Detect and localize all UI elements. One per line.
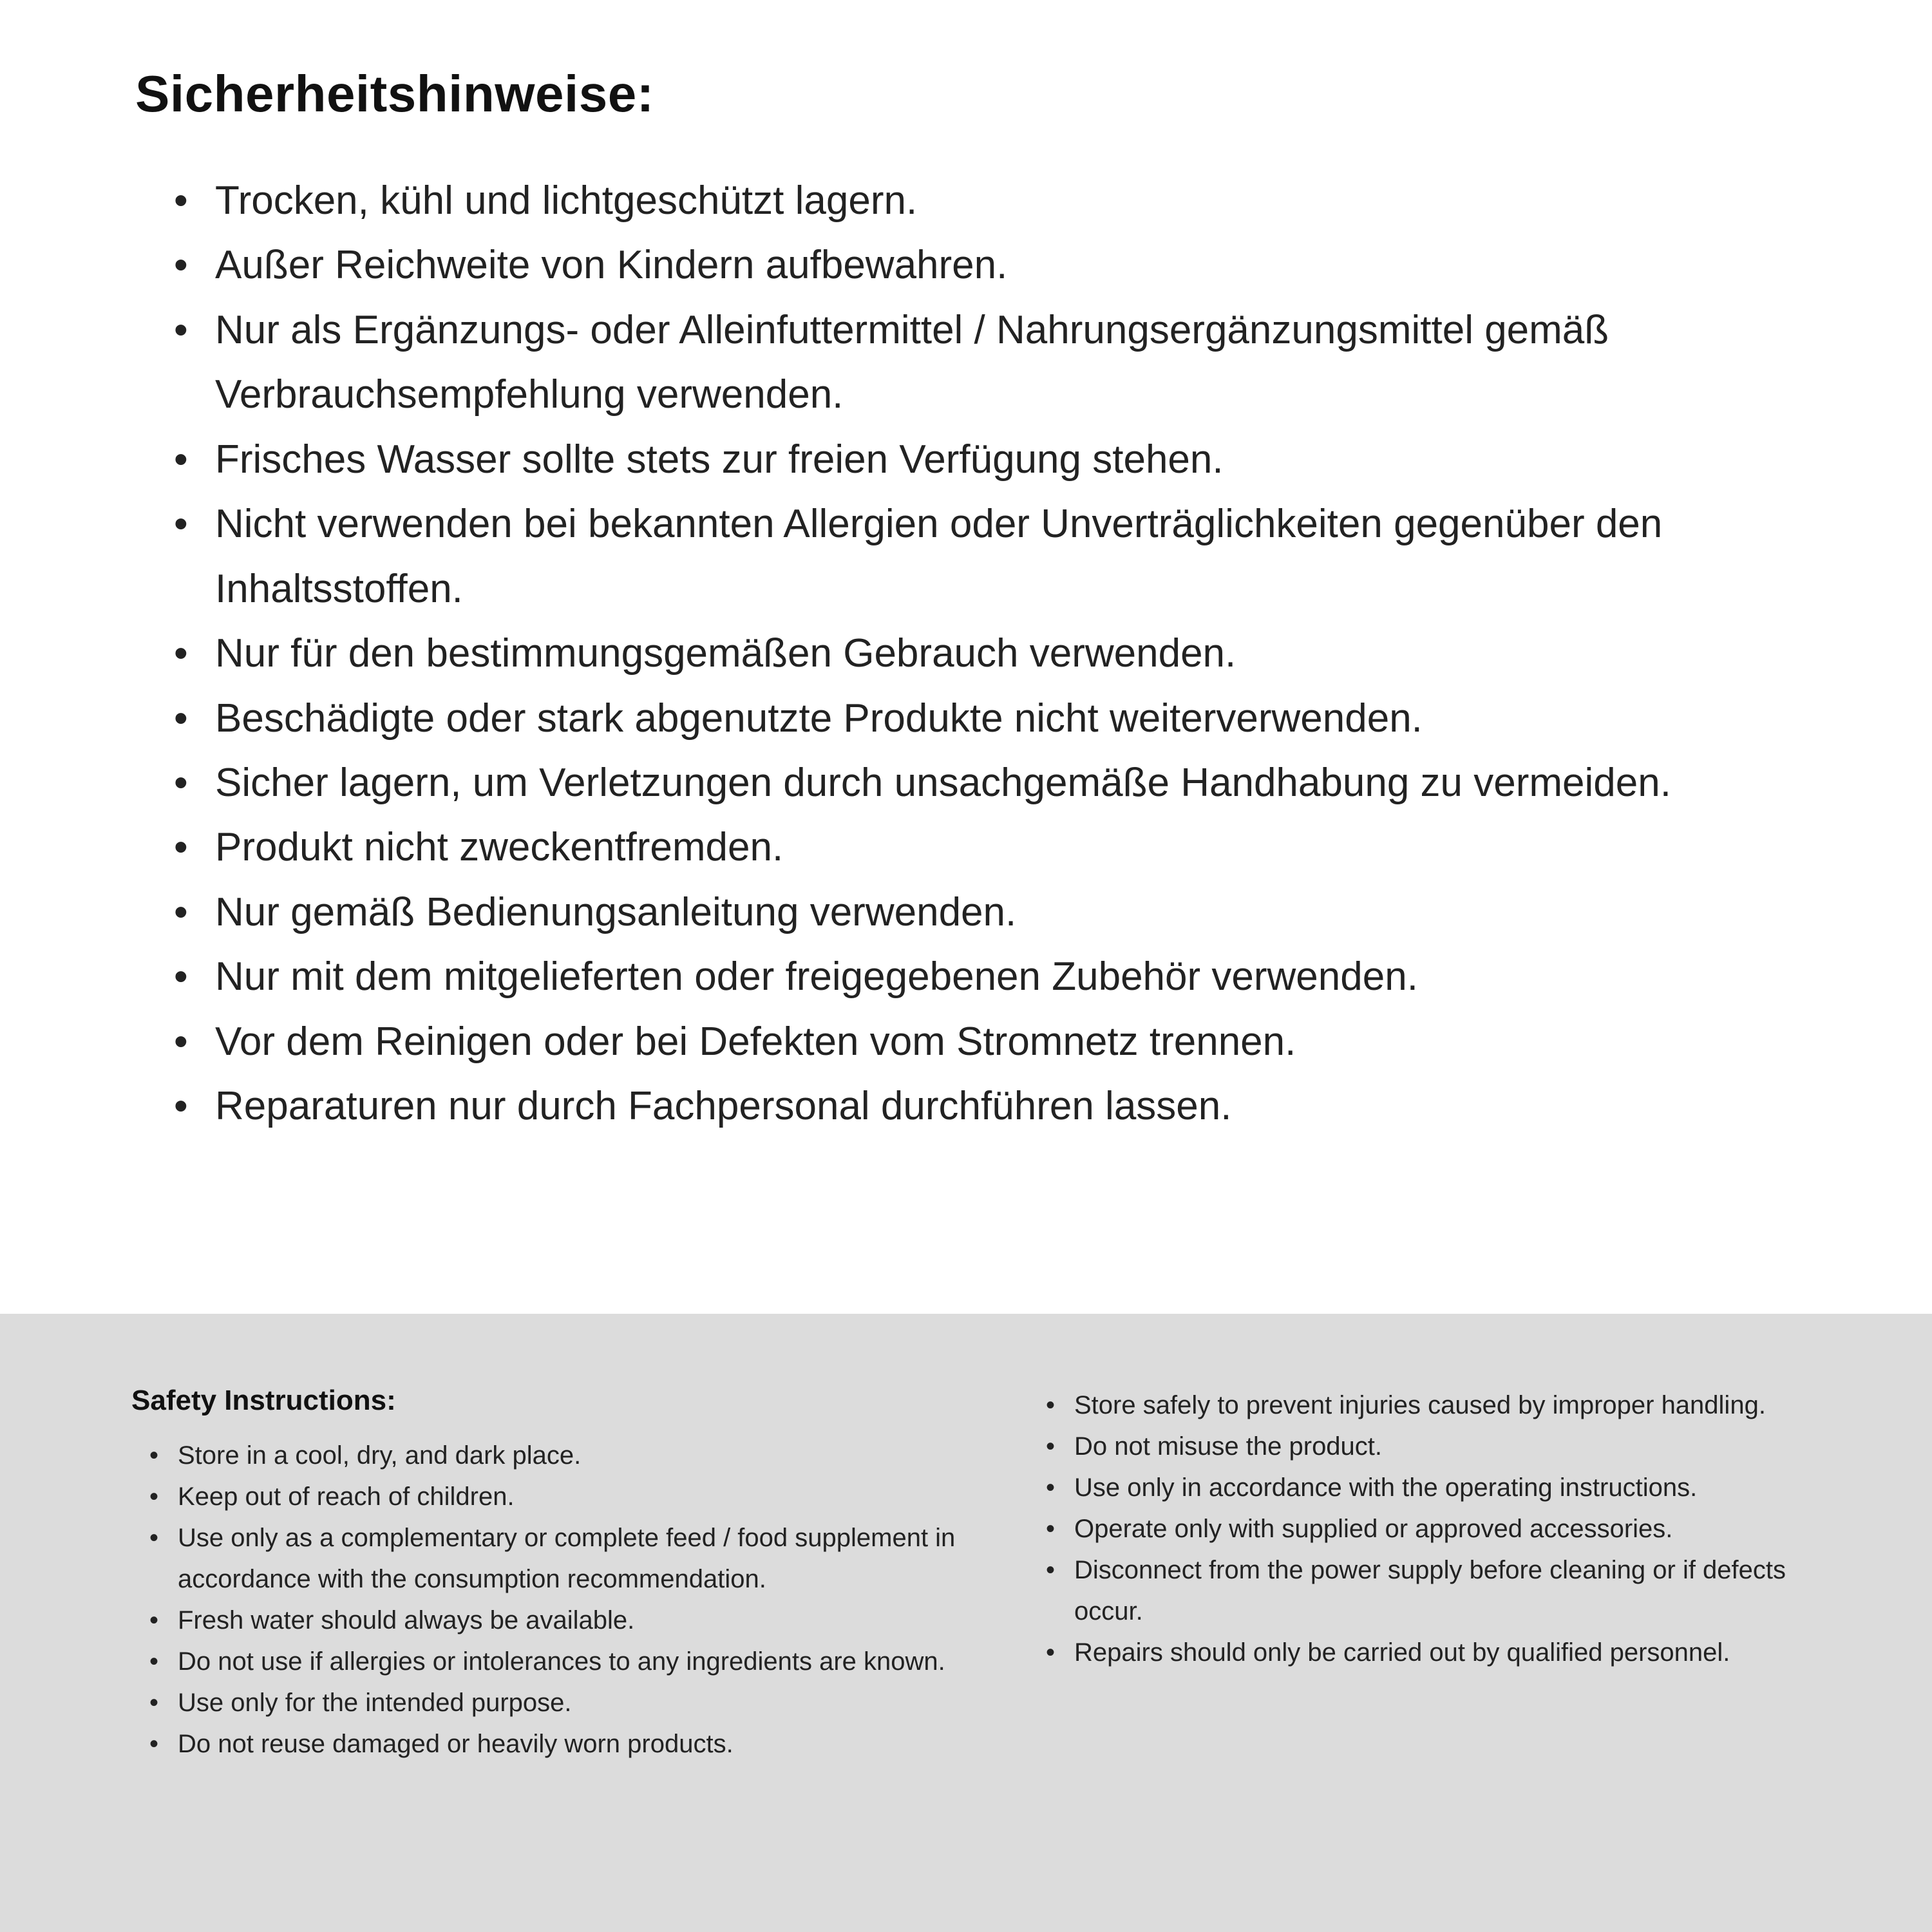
list-item: • Keep out of reach of children. xyxy=(149,1476,988,1517)
list-item: • Use only for the intended purpose. xyxy=(149,1682,988,1723)
list-item: • Frisches Wasser sollte stets zur freien Verfügung stehen. xyxy=(174,428,1855,492)
list-item: • Trocken, kühl und lichtgeschützt lagern. xyxy=(174,169,1855,233)
english-section-title: Safety Instructions: xyxy=(131,1385,396,1416)
list-item: • Fresh water should always be available. xyxy=(149,1600,988,1641)
list-item: • Produkt nicht zweckentfremden. xyxy=(174,815,1855,880)
list-item: • Nur für den bestimmungsgemäßen Gebrauch verwenden. xyxy=(174,621,1855,686)
list-item: • Do not reuse damaged or heavily worn products. xyxy=(149,1723,988,1765)
list-item: • Operate only with supplied or approved accessories. xyxy=(1046,1508,1857,1549)
list-item: • Reparaturen nur durch Fachpersonal durchführen lassen. xyxy=(174,1074,1855,1139)
english-columns xyxy=(131,1385,1861,1765)
list-item: • Do not misuse the product. xyxy=(1046,1426,1857,1467)
list-item: • Use only as a complementary or complete feed / food supplement in accordance with the consumption recommendation. xyxy=(149,1517,988,1600)
english-safety-list-right xyxy=(1046,1385,1857,1673)
list-item: • Do not use if allergies or intolerances to any ingredients are known. xyxy=(149,1641,988,1682)
list-item: • Store in a cool, dry, and dark place. xyxy=(149,1435,988,1476)
english-safety-section xyxy=(0,1314,1932,1932)
list-item: • Nur gemäß Bedienungsanleitung verwenden. xyxy=(174,880,1855,945)
list-item: • Use only in accordance with the operating instructions. xyxy=(1046,1467,1857,1508)
list-item: • Sicher lagern, um Verletzungen durch unsachgemäße Handhabung zu vermeiden. xyxy=(174,751,1855,815)
list-item: • Nicht verwenden bei bekannten Allergien oder Unverträglichkeiten gegenüber den Inhaltsstoffen. xyxy=(174,492,1855,621)
list-item: • Store safely to prevent injuries caused by improper handling. xyxy=(1046,1385,1857,1426)
german-safety-list xyxy=(135,169,1855,1139)
english-left-column xyxy=(131,1385,988,1765)
list-item: • Nur als Ergänzungs- oder Alleinfuttermittel / Nahrungsergänzungsmittel gemäß Verbrauchsempfehlung verwenden. xyxy=(174,298,1855,428)
list-item: • Vor dem Reinigen oder bei Defekten vom Stromnetz trennen. xyxy=(174,1010,1855,1074)
english-safety-list-left xyxy=(131,1435,988,1765)
list-item: • Disconnect from the power supply before cleaning or if defects occur. xyxy=(1046,1549,1857,1632)
list-item: • Repairs should only be carried out by qualified personnel. xyxy=(1046,1632,1857,1673)
list-item: • Außer Reichweite von Kindern aufbewahren. xyxy=(174,233,1855,298)
english-right-column xyxy=(1046,1385,1857,1765)
list-item: • Nur mit dem mitgelieferten oder freigegebenen Zubehör verwenden. xyxy=(174,945,1855,1009)
list-item: • Beschädigte oder stark abgenutzte Produkte nicht weiterverwenden. xyxy=(174,687,1855,751)
german-section-title: Sicherheitshinweise: xyxy=(135,65,654,122)
